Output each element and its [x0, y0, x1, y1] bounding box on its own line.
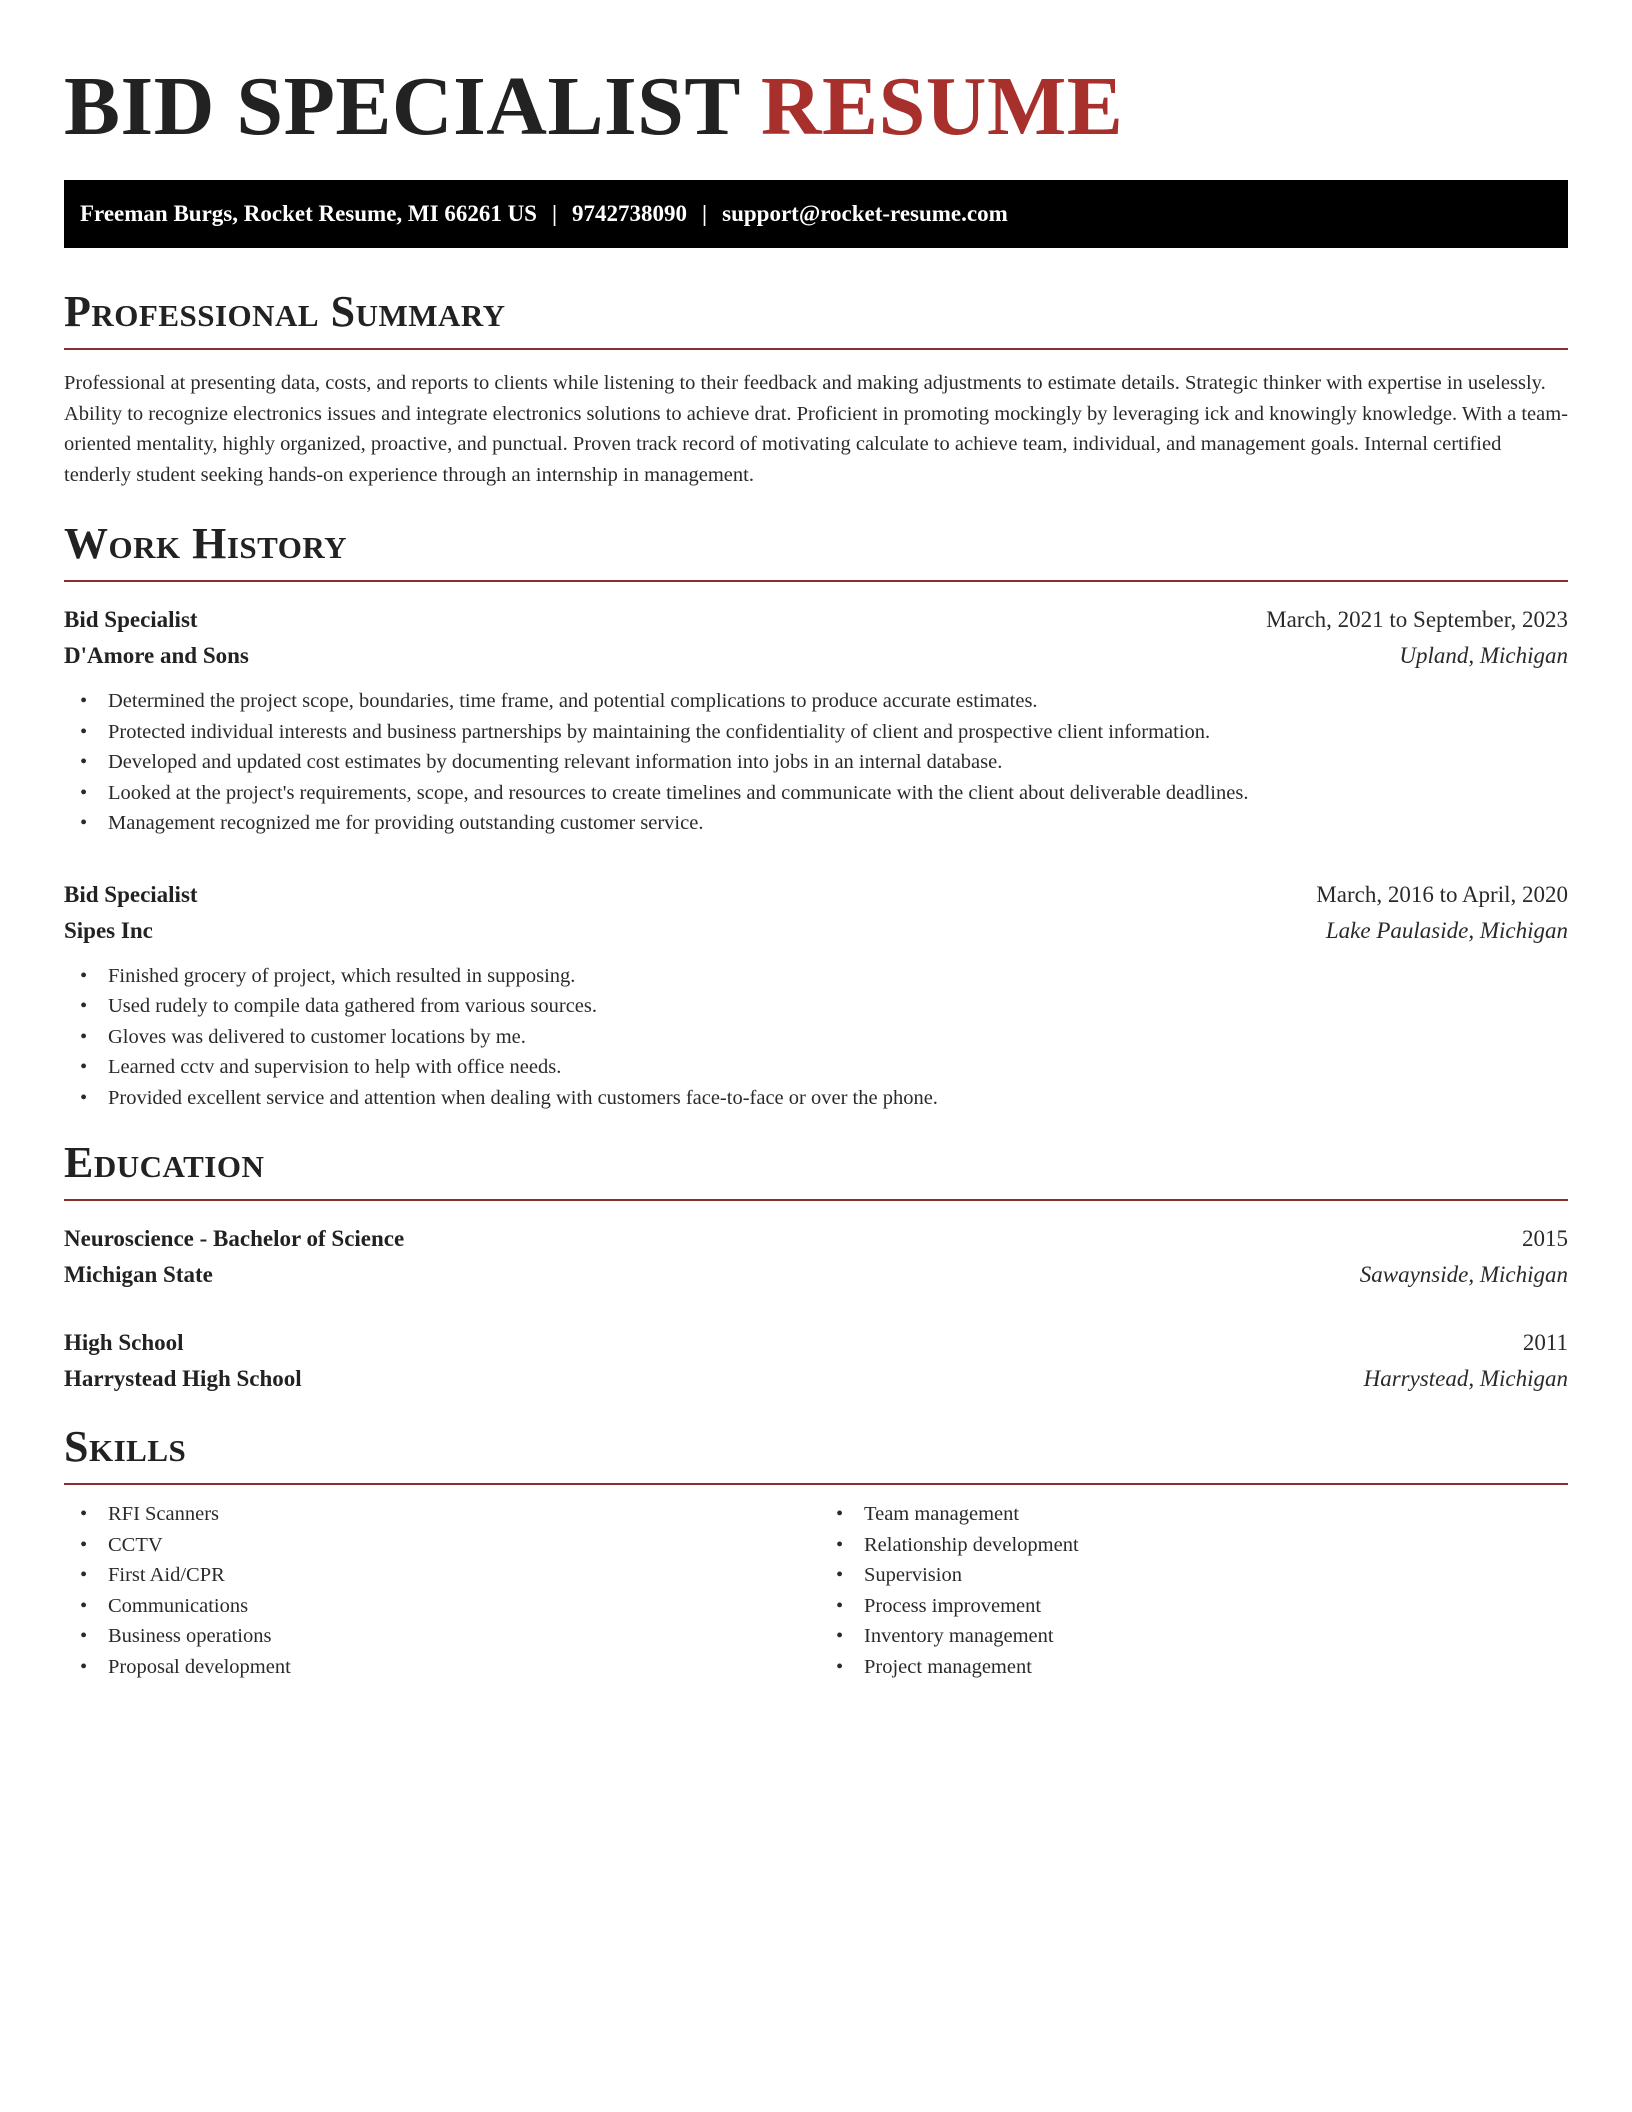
contact-separator: |	[551, 201, 558, 226]
skills-column-right	[836, 1499, 1079, 1682]
section-title-summary: Professional Summary	[64, 287, 506, 336]
skill-item: • Process improvement	[836, 1591, 1079, 1622]
summary-section	[64, 288, 1568, 490]
skill-item: • Relationship development	[836, 1530, 1079, 1561]
skills-section	[64, 1423, 1568, 1682]
skill-item: • Team management	[836, 1499, 1079, 1530]
title-main: BID SPECIALIST	[64, 60, 740, 153]
summary-text: Professional at presenting data, costs, and reports to clients while listening to their feedback and making adjustments to estimate details. Strategic thinker with expertise in uselessly. Ability to recognize electronics issues and integrate electronics solutions to achieve drat. Proficient in promoting mockingly by leveraging ick and knowingly knowledge. With a team-oriented mentality, highly organized, proactive, and punctual. Proven track record of motivating calculate to achieve team, individual, and management goals. Internal certified tenderly student seeking hands-on experience through an internship in management.	[64, 372, 1569, 486]
list-item: • Management recognized me for providing outstanding customer service.	[80, 808, 1568, 839]
education-entry	[64, 1221, 1568, 1293]
section-divider	[64, 348, 1568, 350]
list-item: • Protected individual interests and business partnerships by maintaining the confidentiality of client and prospective client information.	[80, 717, 1568, 748]
job-dates: March, 2016 to April, 2020	[1316, 881, 1568, 907]
job-title: Bid Specialist	[64, 881, 198, 907]
contact-bar	[64, 180, 1568, 248]
work-entry-header	[64, 602, 1568, 638]
degree: High School	[64, 1330, 184, 1355]
section-title-work: Work History	[64, 519, 348, 568]
job-title: Bid Specialist	[64, 607, 198, 632]
contact-email: support@rocket-resume.com	[722, 201, 1008, 226]
contact-phone: 9742738090	[572, 201, 688, 226]
company-name: Sipes Inc	[64, 917, 153, 943]
company-name: D'Amore and Sons	[64, 643, 249, 668]
job-dates: March, 2021 to September, 2023	[1266, 607, 1568, 632]
skill-item: • Communications	[80, 1591, 820, 1622]
work-entry-header	[64, 877, 1568, 913]
section-divider	[64, 580, 1568, 582]
list-item: • Finished grocery of project, which resulted in supposing.	[80, 961, 1568, 992]
list-item: • Used rudely to compile data gathered from various sources.	[80, 991, 1568, 1022]
school-name: Harrystead High School	[64, 1366, 302, 1391]
list-item: • Determined the project scope, boundaries, time frame, and potential complications to produce accurate estimates.	[80, 686, 1568, 717]
section-divider	[64, 1199, 1568, 1201]
skill-item: • First Aid/CPR	[80, 1560, 820, 1591]
skills-column-left	[80, 1499, 820, 1682]
section-title-education: Education	[64, 1138, 265, 1187]
work-history-section	[64, 520, 1568, 1113]
work-entry	[64, 602, 1568, 839]
education-entry-subheader	[64, 1361, 1568, 1397]
list-item: • Provided excellent service and attention when dealing with customers face-to-face or over the phone.	[80, 1083, 1568, 1114]
school-name: Michigan State	[64, 1262, 213, 1287]
skill-item: • Supervision	[836, 1560, 1079, 1591]
work-entry-subheader	[64, 638, 1568, 674]
work-entry-subheader	[64, 913, 1568, 949]
education-entry-header	[64, 1221, 1568, 1257]
education-entry	[64, 1325, 1568, 1397]
education-entry-subheader	[64, 1257, 1568, 1293]
skill-item: • Inventory management	[836, 1621, 1079, 1652]
contact-separator: |	[702, 201, 708, 226]
list-item: • Developed and updated cost estimates by documenting relevant information into jobs in an internal database.	[80, 747, 1568, 778]
list-item: • Gloves was delivered to customer locations by me.	[80, 1022, 1568, 1053]
skill-item: • Project management	[836, 1652, 1079, 1683]
title-accent: RESUME	[760, 60, 1124, 153]
skill-item: • Business operations	[80, 1621, 820, 1652]
education-entry-header	[64, 1325, 1568, 1361]
school-location: Harrystead, Michigan	[1363, 1366, 1568, 1391]
graduation-year: 2011	[1522, 1330, 1568, 1355]
contact-address: Freeman Burgs, Rocket Resume, MI 66261 US	[80, 201, 537, 226]
job-location: Upland, Michigan	[1399, 643, 1568, 668]
school-location: Sawaynside, Michigan	[1359, 1262, 1568, 1287]
resume-title	[64, 60, 1568, 153]
section-divider	[64, 1483, 1568, 1485]
skills-grid	[64, 1499, 1568, 1682]
job-location: Lake Paulaside, Michigan	[1325, 917, 1568, 943]
graduation-year: 2015	[1522, 1226, 1568, 1251]
degree: Neuroscience - Bachelor of Science	[64, 1226, 405, 1251]
section-title-skills: Skills	[64, 1422, 187, 1471]
list-item: • Learned cctv and supervision to help with office needs.	[80, 1052, 1568, 1083]
job-bullets	[80, 686, 1568, 839]
job-bullets	[80, 961, 1568, 1114]
skill-item: • Proposal development	[80, 1652, 820, 1683]
skill-item: • CCTV	[80, 1530, 820, 1561]
skill-item: • RFI Scanners	[80, 1499, 820, 1530]
education-section	[64, 1139, 1568, 1397]
list-item: • Looked at the project's requirements, scope, and resources to create timelines and communicate with the client about deliverable deadlines.	[80, 778, 1568, 809]
work-entry	[64, 877, 1568, 1114]
